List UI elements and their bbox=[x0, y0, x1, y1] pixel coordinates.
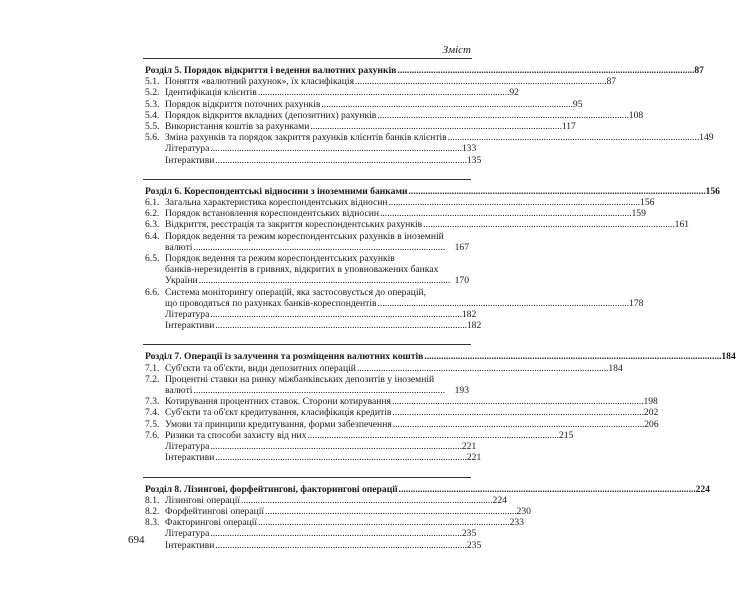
section-divider bbox=[143, 344, 471, 345]
entry-page: 133 bbox=[461, 143, 477, 155]
leader-dots bbox=[193, 242, 453, 253]
toc-entry[interactable] bbox=[145, 219, 690, 231]
running-header: Зміст bbox=[442, 44, 471, 56]
entry-text: Ризики та способи захисту від них bbox=[165, 429, 307, 441]
leader-dots bbox=[393, 419, 643, 430]
section-divider bbox=[143, 477, 471, 478]
entry-number: 6.1. bbox=[145, 197, 160, 209]
entry-text: Література bbox=[165, 441, 210, 453]
table-of-contents bbox=[145, 65, 736, 564]
entry-number: 6.4. bbox=[145, 230, 160, 242]
entry-page: 156 bbox=[640, 197, 655, 209]
entry-page: 135 bbox=[466, 154, 482, 166]
entry-number: 8.2. bbox=[145, 505, 160, 517]
leader-dots bbox=[389, 197, 639, 208]
entry-page: 206 bbox=[644, 418, 659, 430]
toc-entry[interactable] bbox=[145, 396, 658, 408]
toc-entry[interactable] bbox=[145, 231, 469, 253]
toc-entry[interactable] bbox=[145, 286, 644, 309]
leader-dots bbox=[357, 363, 607, 374]
entry-text: Використання коштів за рахунками bbox=[165, 121, 310, 133]
entry-page: 178 bbox=[629, 297, 644, 309]
entry-number bbox=[145, 540, 165, 551]
entry-number: 6.5. bbox=[145, 253, 160, 265]
entry-number: 5.6. bbox=[145, 132, 160, 144]
page-number: 694 bbox=[128, 534, 145, 546]
entry-text-line: Процентні ставки на ринку міжбанківських депозитів у іноземній bbox=[165, 373, 435, 385]
entry-text: Інтерактиви bbox=[165, 539, 215, 551]
toc-entry[interactable] bbox=[145, 407, 659, 419]
entry-number: 7.6. bbox=[145, 429, 160, 441]
toc-entry[interactable] bbox=[145, 309, 477, 321]
entry-page: 92 bbox=[509, 87, 519, 99]
leader-dots bbox=[215, 320, 465, 331]
entry-text: Лізингові операції bbox=[165, 494, 241, 506]
entry-text: Суб'єкти та об'єкти, види депозитних операцій bbox=[165, 362, 356, 374]
entry-page: 149 bbox=[699, 132, 714, 144]
toc-entry[interactable] bbox=[145, 87, 519, 99]
entry-number: 7.3. bbox=[145, 396, 160, 408]
entry-number: 6.2. bbox=[145, 208, 160, 220]
section-page: 184 bbox=[721, 351, 736, 363]
entry-page: 108 bbox=[628, 109, 644, 121]
entry-page: 87 bbox=[606, 76, 617, 88]
entry-page: 95 bbox=[572, 98, 583, 110]
entry-number: 6.6. bbox=[145, 286, 160, 298]
entry-number: 8.1. bbox=[145, 494, 160, 506]
entry-page: 215 bbox=[558, 429, 574, 441]
entry-number: 5.4. bbox=[145, 109, 160, 121]
toc-section bbox=[145, 185, 720, 332]
toc-entry[interactable] bbox=[145, 452, 482, 464]
entry-text: Інтерактиви bbox=[165, 320, 215, 332]
section-title: Розділ 5. Порядок відкриття і ведення валютних рахунків bbox=[145, 65, 397, 76]
leader-dots bbox=[310, 121, 560, 132]
entry-page: 117 bbox=[561, 121, 576, 133]
leader-dots bbox=[193, 385, 453, 396]
entry-page: 221 bbox=[466, 452, 482, 464]
entry-text: Література bbox=[165, 143, 210, 155]
entry-text: України bbox=[165, 275, 198, 287]
leader-dots bbox=[397, 65, 693, 76]
toc-entry[interactable] bbox=[145, 197, 655, 209]
toc-section bbox=[145, 351, 736, 464]
entry-page: 167 bbox=[454, 241, 469, 253]
header-rule bbox=[143, 58, 472, 59]
toc-entry[interactable] bbox=[145, 253, 469, 287]
leader-dots bbox=[215, 452, 465, 463]
leader-dots bbox=[210, 441, 460, 452]
leader-dots bbox=[210, 309, 460, 320]
section-title: Розділ 6. Кореспондентські відносини з іноземними банками bbox=[145, 185, 408, 197]
leader-dots bbox=[210, 528, 460, 539]
entry-page: 224 bbox=[492, 494, 507, 506]
entry-text: Загальна характеристика кореспондентських відносин bbox=[165, 197, 388, 209]
entry-page: 159 bbox=[631, 208, 646, 220]
entry-number: 7.2. bbox=[145, 373, 160, 385]
entry-text: Зміна рахунків та порядок закриття рахунків клієнтів банків клієнтів bbox=[165, 132, 447, 144]
entry-number: 7.4. bbox=[145, 407, 160, 419]
toc-entry[interactable] bbox=[145, 441, 477, 453]
section-heading[interactable] bbox=[145, 483, 710, 495]
leader-dots bbox=[377, 110, 627, 121]
leader-dots bbox=[258, 87, 508, 98]
section-title: Розділ 8. Лізингові, форфейтингові, факторингові операції bbox=[145, 483, 398, 495]
entry-number: 8.3. bbox=[145, 517, 160, 529]
toc-entry[interactable] bbox=[145, 517, 524, 529]
entry-text: Ідентифікація клієнтів bbox=[165, 87, 257, 99]
leader-dots bbox=[215, 155, 465, 166]
leader-dots bbox=[392, 407, 642, 418]
leader-dots bbox=[308, 430, 558, 441]
toc-entry[interactable] bbox=[145, 494, 507, 506]
entry-page: 161 bbox=[674, 219, 690, 231]
entry-page: 182 bbox=[466, 320, 482, 332]
entry-text: Котирування процентних ставок. Сторони котирування bbox=[165, 396, 391, 408]
leader-dots bbox=[399, 484, 695, 495]
entry-page: 193 bbox=[454, 385, 469, 397]
entry-text-line: Порядок ведення та режим кореспондентських рахунків bbox=[165, 253, 395, 265]
entry-text: Інтерактиви bbox=[165, 154, 215, 166]
toc-entry[interactable] bbox=[145, 362, 623, 374]
entry-text: Інтерактиви bbox=[165, 452, 215, 464]
entry-text: Суб'єкти та об'єкт кредитування, класифікація кредитів bbox=[165, 407, 392, 419]
entry-number bbox=[145, 309, 165, 320]
entry-number bbox=[145, 320, 165, 331]
toc-entry[interactable] bbox=[145, 143, 477, 155]
entry-number bbox=[145, 155, 165, 166]
section-page: 156 bbox=[705, 185, 720, 197]
toc-entry[interactable] bbox=[145, 320, 482, 332]
entry-text: Література bbox=[165, 309, 210, 321]
leader-dots bbox=[424, 351, 720, 362]
entry-page: 184 bbox=[608, 362, 623, 374]
entry-text: що проводяться по рахунках банків-кореспондентів bbox=[165, 297, 377, 309]
leader-dots bbox=[241, 495, 491, 506]
entry-number: 7.5. bbox=[145, 418, 160, 430]
leader-dots bbox=[321, 99, 571, 110]
entry-text: Поняття «валютний рахунок», їх класифікація bbox=[165, 76, 355, 88]
entry-page: 182 bbox=[461, 309, 477, 321]
toc-section bbox=[145, 483, 710, 551]
toc-entry[interactable] bbox=[145, 132, 714, 144]
section-heading[interactable] bbox=[145, 185, 720, 197]
entry-text: валюті bbox=[165, 241, 193, 253]
entry-text: Література bbox=[165, 528, 210, 540]
toc-entry[interactable] bbox=[145, 505, 531, 517]
leader-dots bbox=[380, 208, 630, 219]
entry-page: 221 bbox=[461, 441, 477, 453]
section-page: 224 bbox=[695, 483, 710, 495]
entry-page: 170 bbox=[454, 275, 469, 287]
toc-entry[interactable] bbox=[145, 208, 646, 220]
entry-text-line: банків-нерезидентів в гривнях, відкритих в уповноважених банках bbox=[165, 264, 439, 276]
leader-dots bbox=[355, 76, 605, 87]
section-page: 87 bbox=[694, 65, 704, 76]
section-title: Розділ 7. Операції із залучення та розміщення валютних коштів bbox=[145, 351, 424, 363]
entry-number: 5.2. bbox=[145, 87, 160, 99]
toc-entry[interactable] bbox=[145, 374, 469, 396]
toc-entry[interactable] bbox=[145, 109, 644, 121]
entry-page: 202 bbox=[643, 407, 659, 419]
entry-text: Порядок встановлення кореспондентських відносин bbox=[165, 208, 379, 220]
leader-dots bbox=[265, 506, 515, 517]
entry-text-line: Порядок ведення та режим кореспондентських рахунків в іноземній bbox=[165, 230, 444, 242]
entry-text: Форфейтингові операції bbox=[165, 505, 265, 517]
leader-dots bbox=[392, 396, 642, 407]
toc-entry[interactable] bbox=[145, 528, 477, 540]
entry-page: 235 bbox=[461, 528, 477, 540]
section-heading[interactable] bbox=[145, 65, 704, 76]
entry-page: 233 bbox=[509, 517, 524, 529]
entry-page: 235 bbox=[466, 539, 482, 551]
entry-number bbox=[145, 452, 165, 463]
entry-text-line: Система моніторингу операцій, яка застосовується до операцій, bbox=[165, 286, 427, 298]
entry-text: Порядок відкриття поточних рахунків bbox=[165, 98, 321, 110]
leader-dots bbox=[199, 275, 454, 286]
toc-entry[interactable] bbox=[145, 429, 574, 441]
toc-entry[interactable] bbox=[145, 418, 659, 430]
toc-entry[interactable] bbox=[145, 121, 576, 133]
entry-number: 5.3. bbox=[145, 98, 160, 110]
entry-number: 7.1. bbox=[145, 362, 160, 374]
entry-page: 198 bbox=[643, 396, 658, 408]
toc-section bbox=[145, 65, 714, 166]
toc-entry[interactable] bbox=[145, 539, 482, 551]
leader-dots bbox=[215, 540, 465, 551]
entry-text: Порядок відкриття вкладних (депозитних) рахунків bbox=[165, 109, 377, 121]
section-divider bbox=[143, 179, 471, 180]
entry-number bbox=[145, 143, 165, 154]
toc-entry[interactable] bbox=[145, 76, 617, 88]
entry-number bbox=[145, 441, 165, 452]
entry-number bbox=[145, 528, 165, 539]
leader-dots bbox=[258, 517, 508, 528]
toc-entry[interactable] bbox=[145, 98, 583, 110]
leader-dots bbox=[210, 143, 460, 154]
leader-dots bbox=[409, 186, 705, 197]
entry-number: 5.5. bbox=[145, 121, 160, 133]
entry-number: 6.3. bbox=[145, 219, 160, 231]
entry-page: 230 bbox=[516, 505, 531, 517]
toc-entry[interactable] bbox=[145, 154, 482, 166]
entry-text: Факторингові операції bbox=[165, 517, 258, 529]
entry-text: Відкриття, реєстрація та закриття кореспондентських рахунків bbox=[165, 219, 423, 231]
leader-dots bbox=[423, 219, 673, 230]
leader-dots bbox=[448, 132, 698, 143]
entry-number: 5.1. bbox=[145, 76, 160, 88]
entry-text: Умови та принципи кредитування, форми забезпечення bbox=[165, 418, 392, 430]
leader-dots bbox=[378, 298, 628, 309]
entry-text: валюті bbox=[165, 385, 193, 397]
section-heading[interactable] bbox=[145, 351, 736, 363]
